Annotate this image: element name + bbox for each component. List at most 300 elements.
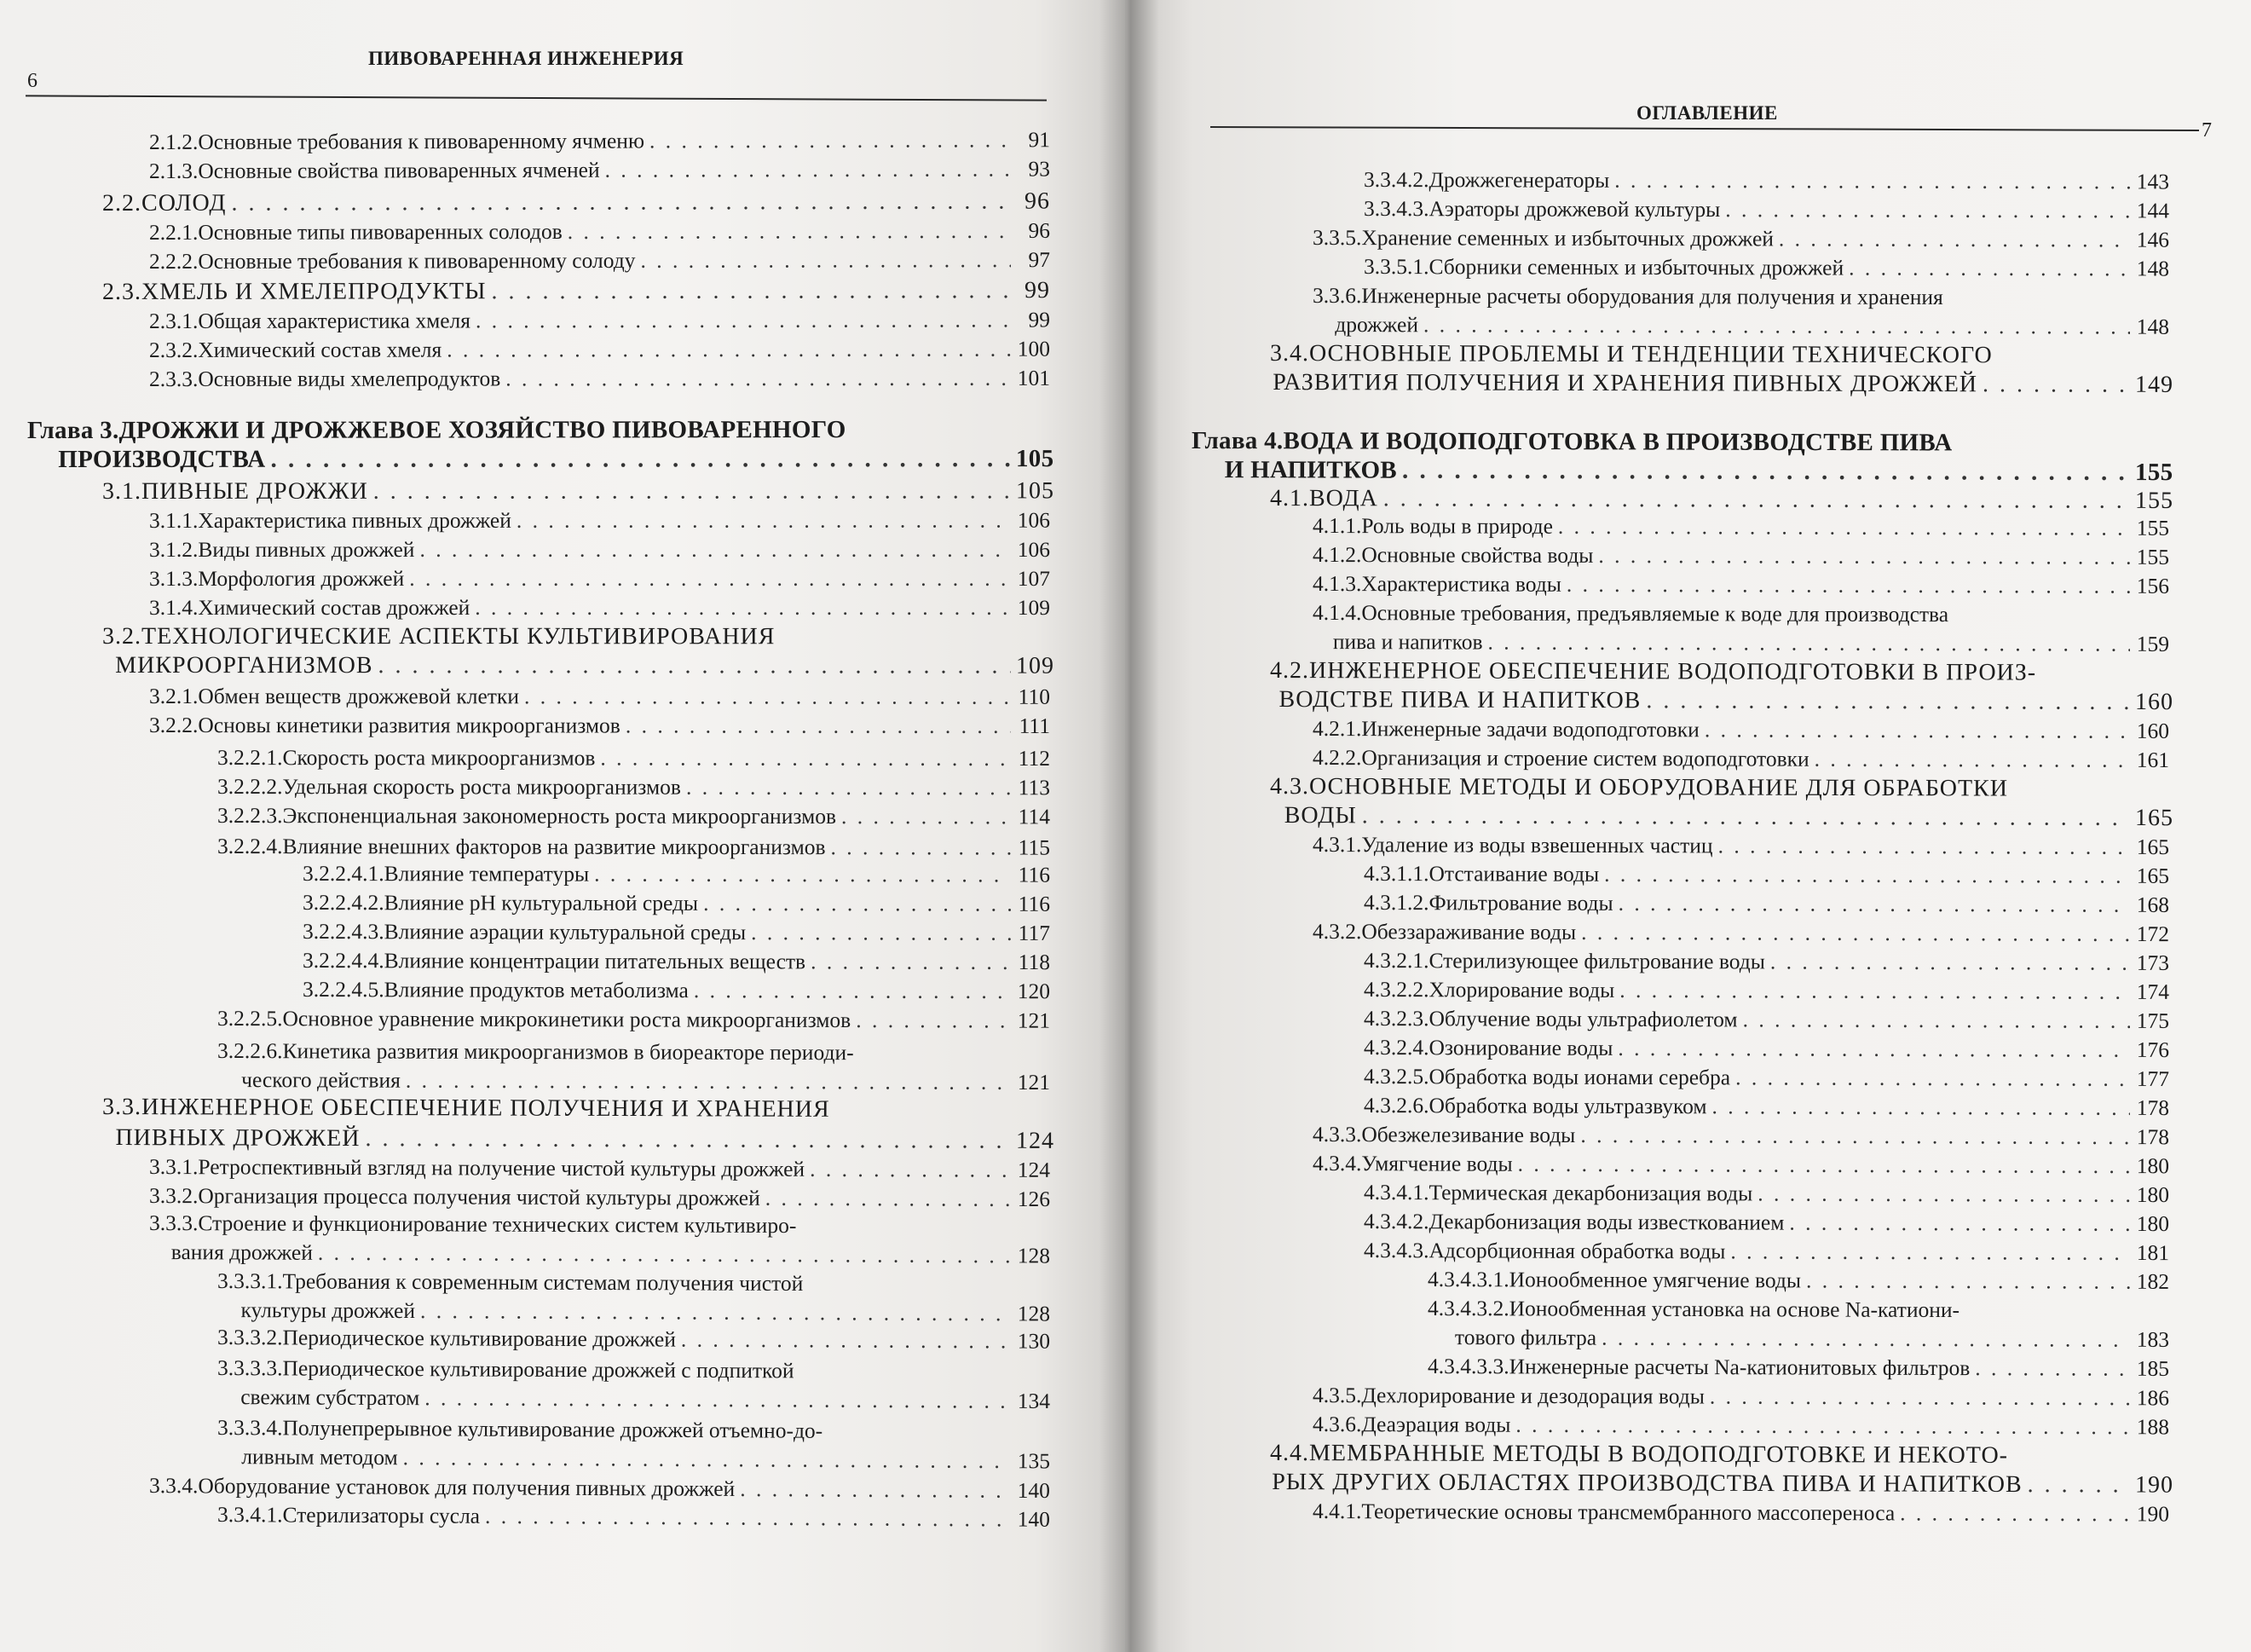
dot-leader xyxy=(517,506,1011,535)
toc-entry-page: 130 xyxy=(1017,1328,1051,1354)
toc-entry-number: 2.3.3. xyxy=(148,366,199,391)
toc-entry xyxy=(1364,1033,2169,1065)
toc-entry xyxy=(149,364,1050,394)
toc-entry-number: 4.1.4. xyxy=(1312,600,1362,626)
toc-entry-page: 121 xyxy=(1017,1008,1051,1033)
left-running-head: ПИВОВАРЕННАЯ ИНЖЕНЕРИЯ xyxy=(368,48,684,69)
toc-entry xyxy=(1313,627,2169,659)
dot-leader xyxy=(1558,512,2130,543)
toc-entry-number: 4.3.2.3. xyxy=(1363,1006,1429,1031)
toc-entry xyxy=(1364,1004,2169,1036)
toc-entry-page: 156 xyxy=(2136,573,2170,598)
toc-entry xyxy=(149,682,1050,712)
toc-entry xyxy=(1313,569,2169,601)
toc-entry-page: 178 xyxy=(2136,1124,2170,1150)
toc-entry xyxy=(1364,1207,2169,1239)
toc-entry-page: 148 xyxy=(2136,256,2170,281)
toc-entry xyxy=(1364,1091,2169,1123)
toc-entry-title: Инженерные задачи водоподготовки xyxy=(1361,716,1700,742)
toc-entry xyxy=(1364,1236,2169,1268)
toc-entry-title: Оборудование установок для получения пивных дрожжей xyxy=(198,1473,736,1501)
toc-entry xyxy=(217,1004,1050,1036)
toc-entry-title: Теоретические основы трансмембранного массопереноса xyxy=(1361,1499,1896,1526)
toc-entry-title: РАЗВИТИЯ ПОЛУЧЕНИЯ И ХРАНЕНИЯ ПИВНЫХ ДРОЖЖЕЙ xyxy=(1273,369,1978,398)
toc-entry-title: Обмен веществ дрожжевой клетки xyxy=(198,684,519,709)
dot-leader xyxy=(491,276,1011,306)
dot-leader xyxy=(1646,686,2130,717)
toc-entry-page: 172 xyxy=(2136,921,2170,947)
toc-entry-title: Основные требования к пивоваренному ячменю xyxy=(198,128,645,154)
toc-entry-number: 4.3.2.5. xyxy=(1363,1064,1429,1089)
toc-entry-number: 4.4. xyxy=(1269,1440,1310,1467)
toc-entry xyxy=(1192,426,2169,458)
dot-leader xyxy=(1725,195,2130,225)
toc-entry-number: 4.3.2.1. xyxy=(1363,948,1429,973)
toc-entry xyxy=(149,154,1050,186)
dot-leader xyxy=(1515,1411,2130,1441)
toc-entry-title: Химический состав дрожжей xyxy=(198,595,470,621)
toc-entry xyxy=(217,1066,1050,1097)
toc-entry-title: Влияние температуры xyxy=(384,861,590,887)
toc-entry-number: 3.2.2.6. xyxy=(216,1038,283,1064)
toc-entry-number: 3.4. xyxy=(1269,340,1310,367)
toc-entry xyxy=(149,305,1050,336)
toc-entry xyxy=(1270,772,2169,804)
toc-entry xyxy=(149,1209,1050,1241)
toc-entry xyxy=(1428,1265,2169,1297)
dot-leader xyxy=(1614,166,2130,197)
dot-leader xyxy=(1730,1237,2130,1268)
dot-leader xyxy=(1362,801,2130,833)
toc-entry-page: 111 xyxy=(1019,713,1051,738)
toc-entry xyxy=(149,1152,1050,1185)
toc-entry-title: Полунепрерывное культивирование дрожжей отъемно-до- xyxy=(282,1415,823,1443)
toc-entry-number: 3.3.3.2. xyxy=(216,1325,283,1350)
dot-leader xyxy=(841,802,1011,831)
left-page xyxy=(0,0,1125,1652)
toc-entry-title: Виды пивных дрожжей xyxy=(198,536,415,562)
toc-entry-title: Основные свойства воды xyxy=(1361,542,1594,568)
toc-entry-page: 128 xyxy=(1017,1301,1051,1326)
toc-entry xyxy=(303,917,1050,948)
toc-entry-title: Стерилизаторы сусла xyxy=(282,1502,481,1528)
dot-leader xyxy=(1619,976,2130,1007)
dot-leader xyxy=(1488,628,2131,659)
toc-entry-title: Периодическое культивирование дрожжей с подпиткой xyxy=(282,1355,794,1383)
dot-leader xyxy=(703,889,1011,919)
toc-entry xyxy=(1428,1323,2169,1355)
toc-entry xyxy=(1364,1062,2169,1094)
toc-entry-title: Основное уравнение микрокинетики роста микроорганизмов xyxy=(282,1006,851,1033)
toc-entry-number: Глава 3. xyxy=(26,416,119,444)
toc-entry-number: 3.3. xyxy=(101,1094,142,1121)
toc-entry xyxy=(1313,1149,2169,1181)
dot-leader xyxy=(373,477,1011,505)
toc-entry xyxy=(1313,598,2169,630)
toc-entry-title: Организация процесса получения чистой культуры дрожжей xyxy=(198,1183,760,1210)
dot-leader xyxy=(605,155,1011,185)
toc-entry-title: Влияние аэрации культуральной среды xyxy=(384,919,747,945)
toc-entry-number: 4.3.4. xyxy=(1312,1151,1362,1176)
dot-leader xyxy=(1758,1180,2130,1210)
toc-entry xyxy=(217,743,1050,773)
toc-entry xyxy=(217,1037,1050,1068)
toc-entry-title: И НАПИТКОВ xyxy=(1224,456,1398,484)
toc-entry-number: 3.1.1. xyxy=(148,507,199,533)
toc-entry-page: 155 xyxy=(2136,544,2170,569)
toc-entry-page: 180 xyxy=(2136,1153,2170,1179)
toc-entry-number: 3.2.2.4.5. xyxy=(302,977,384,1002)
toc-entry xyxy=(101,477,1055,506)
dot-leader xyxy=(1598,541,2130,572)
toc-entry-title: ВОДА И ВОДОПОДГОТОВКА В ПРОИЗВОДСТВЕ ПИВА xyxy=(1283,427,1953,457)
toc-entry-page: 175 xyxy=(2136,1008,2170,1033)
toc-entry-page: 128 xyxy=(1017,1243,1051,1268)
toc-entry-page: 182 xyxy=(2136,1268,2170,1294)
toc-entry xyxy=(217,1383,1050,1416)
toc-entry-page: 99 xyxy=(1024,277,1051,304)
toc-entry-title: Влияние концентрации питательных веществ xyxy=(384,948,806,974)
toc-entry-page: 155 xyxy=(2134,459,2173,487)
toc-entry-page: 114 xyxy=(1018,804,1051,829)
toc-entry-page: 160 xyxy=(2136,718,2170,743)
toc-entry-title: Строение и функционирование технических систем культивиро- xyxy=(198,1210,797,1239)
toc-entry-title: Фильтрование воды xyxy=(1429,890,1613,916)
toc-entry-number: 3.3.3.4. xyxy=(216,1415,283,1441)
toc-entry-page: 176 xyxy=(2136,1037,2170,1062)
toc-entry-title: Сборники семенных и избыточных дрожжей xyxy=(1429,254,1844,280)
toc-entry xyxy=(217,1323,1050,1356)
right-running-head: ОГЛАВЛЕНИЕ xyxy=(1636,102,1778,124)
toc-entry-title: Ионообменная установка на основе Na-катиони- xyxy=(1509,1296,1960,1323)
toc-entry-page: 112 xyxy=(1018,746,1051,771)
toc-entry-title: ПРОИЗВОДСТВА xyxy=(58,445,266,473)
toc-entry-title: Основные требования, предъявляемые к воде для производства xyxy=(1361,600,1949,627)
toc-entry-page: 106 xyxy=(1017,507,1051,533)
dot-leader xyxy=(765,1184,1011,1214)
toc-entry-number: 3.1. xyxy=(101,477,142,505)
toc-entry xyxy=(1313,917,2169,949)
toc-entry-number: 4.3.6. xyxy=(1312,1412,1362,1437)
toc-entry-page: 115 xyxy=(1018,835,1051,860)
toc-entry-title: Экспоненциальная закономерность роста микроорганизмов xyxy=(282,803,837,829)
toc-entry xyxy=(1313,1497,2169,1528)
dot-leader xyxy=(568,217,1011,246)
toc-entry-title: ДРОЖЖИ И ДРОЖЖЕВОЕ ХОЗЯЙСТВО ПИВОВАРЕННОГО xyxy=(118,416,846,444)
dot-leader xyxy=(424,1383,1011,1416)
toc-entry-title: Термическая декарбонизация воды xyxy=(1429,1180,1753,1206)
toc-entry-page: 118 xyxy=(1018,950,1051,975)
toc-entry-number: 3.2.2.4. xyxy=(216,834,283,859)
toc-entry-page: 181 xyxy=(2136,1239,2170,1266)
toc-entry-number: 2.1.2. xyxy=(148,129,199,154)
toc-entry-title: Основные свойства пивоваренных ячменей xyxy=(198,157,600,183)
toc-entry-number: 3.2.1. xyxy=(148,684,199,709)
left-header-rule xyxy=(26,95,1047,101)
toc-entry-title: Обеззараживание воды xyxy=(1361,919,1577,944)
toc-entry-title: Отстаивание воды xyxy=(1429,861,1600,887)
dot-leader xyxy=(318,1239,1011,1270)
dot-leader xyxy=(1383,484,2130,515)
toc-entry-number: 4.3.4.3.2. xyxy=(1427,1296,1509,1321)
toc-entry xyxy=(1270,1439,2169,1471)
toc-entry-page: 190 xyxy=(2136,1501,2170,1527)
toc-entry-number: 2.3. xyxy=(101,278,142,305)
toc-entry-page: 174 xyxy=(2136,979,2170,1004)
dot-leader xyxy=(1423,310,2130,341)
toc-entry-number: 4.2.2. xyxy=(1312,745,1362,771)
toc-entry xyxy=(303,975,1050,1006)
toc-entry-page: 105 xyxy=(1015,445,1054,473)
toc-entry-title: Кинетика развития микроорганизмов в биореакторе периоди- xyxy=(282,1038,854,1066)
dot-leader xyxy=(231,188,1011,218)
toc-entry-title: пива и напитков xyxy=(1332,629,1483,655)
toc-entry xyxy=(1270,368,2174,400)
toc-entry-page: 97 xyxy=(1028,247,1051,273)
toc-entry-number: 3.2.2.1. xyxy=(216,745,283,771)
toc-entry-page: 168 xyxy=(2136,892,2170,917)
toc-entry-page: 140 xyxy=(1017,1477,1051,1504)
toc-entry-title: ИНЖЕНЕРНОЕ ОБЕСПЕЧЕНИЕ ПОЛУЧЕНИЯ И ХРАНЕНИЯ xyxy=(141,1094,830,1123)
dot-leader xyxy=(1619,889,2130,920)
dot-leader xyxy=(1900,1499,2130,1528)
toc-entry xyxy=(102,188,1050,218)
toc-entry-number: 4.3.2. xyxy=(1312,919,1362,944)
toc-entry xyxy=(102,651,1055,681)
toc-entry xyxy=(149,335,1050,365)
dot-leader xyxy=(365,1124,1011,1156)
toc-entry-title: Характеристика пивных дрожжей xyxy=(198,507,511,533)
dot-leader xyxy=(1518,1150,2130,1181)
toc-entry-title: Периодическое культивирование дрожжей xyxy=(282,1325,677,1352)
toc-entry-page: 116 xyxy=(1018,891,1051,916)
right-page-number: 7 xyxy=(2202,119,2212,142)
dot-leader xyxy=(1705,715,2130,745)
toc-entry-number: 3.3.3.1. xyxy=(216,1268,283,1294)
dot-leader xyxy=(1567,570,2130,601)
toc-entry-title: Роль воды в природе xyxy=(1361,513,1553,539)
toc-entry-number: 3.3.4. xyxy=(148,1473,199,1499)
toc-entry-number: 2.2.1. xyxy=(148,219,199,245)
toc-entry xyxy=(303,859,1050,890)
toc-entry-number: 3.1.2. xyxy=(148,536,199,562)
toc-entry-number: 4.3.4.2. xyxy=(1363,1209,1429,1234)
toc-entry-page: 165 xyxy=(2136,834,2170,860)
toc-entry xyxy=(1313,743,2169,775)
toc-entry-page: 160 xyxy=(2134,688,2174,716)
toc-entry-number: 4.3.3. xyxy=(1312,1122,1362,1147)
toc-entry-page: 185 xyxy=(2136,1355,2170,1381)
toc-entry-page: 177 xyxy=(2136,1066,2170,1092)
toc-entry-number: 4.3.2.2. xyxy=(1363,977,1429,1002)
dot-leader xyxy=(406,1066,1011,1097)
toc-entry-number: 2.2.2. xyxy=(148,248,199,274)
toc-entry xyxy=(217,1413,1050,1447)
dot-leader xyxy=(1712,1092,2131,1123)
dot-leader xyxy=(378,651,1011,680)
toc-entry-number: 3.3.6. xyxy=(1312,283,1362,309)
toc-entry-page: 124 xyxy=(1015,1127,1055,1154)
toc-entry xyxy=(1313,281,2169,313)
toc-entry xyxy=(149,593,1050,622)
toc-entry-number: 4.4.1. xyxy=(1312,1499,1362,1524)
toc-entry-title: Дехлорирование и дезодорация воды xyxy=(1361,1383,1705,1409)
toc-entry xyxy=(1364,975,2169,1007)
toc-entry-page: 143 xyxy=(2136,169,2170,194)
toc-entry xyxy=(27,415,1050,445)
dot-leader xyxy=(831,833,1011,862)
toc-entry-title: МИКРООРГАНИЗМОВ xyxy=(115,652,373,679)
toc-entry xyxy=(217,801,1050,831)
toc-entry-number: 2.2. xyxy=(101,189,142,217)
toc-entry-title: ВОДЫ xyxy=(1284,802,1357,829)
toc-entry-page: 165 xyxy=(2136,863,2170,888)
toc-entry xyxy=(1270,685,2174,717)
toc-entry-number: 4.3.4.1. xyxy=(1363,1180,1429,1205)
toc-entry-page: 93 xyxy=(1028,156,1051,182)
toc-entry-number: 4.3.5. xyxy=(1312,1383,1362,1408)
toc-entry-page: 109 xyxy=(1015,652,1055,679)
toc-entry xyxy=(102,1123,1055,1156)
toc-entry xyxy=(303,888,1050,919)
toc-entry-number: 2.3.2. xyxy=(148,337,199,362)
toc-entry-title: Влияние pH культуральной среды xyxy=(384,890,699,916)
toc-entry xyxy=(149,711,1050,741)
toc-entry-number: 4.2.1. xyxy=(1312,716,1362,742)
toc-entry-title: культуры дрожжей xyxy=(240,1297,416,1324)
toc-entry xyxy=(1270,1468,2174,1500)
toc-entry-page: 180 xyxy=(2136,1181,2170,1208)
toc-entry-number: 3.1.3. xyxy=(148,565,199,591)
dot-leader xyxy=(524,682,1011,711)
toc-entry-title: ВОДА xyxy=(1308,485,1378,512)
toc-entry-title: РЫХ ДРУГИХ ОБЛАСТЯХ ПРОИЗВОДСТВА ПИВА И НАПИТКОВ xyxy=(1272,1469,2023,1499)
toc-entry-title: СОЛОД xyxy=(141,189,227,217)
toc-entry-page: 180 xyxy=(2136,1210,2170,1237)
toc-entry xyxy=(1313,511,2169,543)
toc-entry xyxy=(149,535,1050,564)
dot-leader xyxy=(485,1502,1011,1534)
toc-entry-page: 144 xyxy=(2136,198,2170,223)
toc-entry xyxy=(217,1354,1050,1387)
toc-entry-page: 135 xyxy=(1017,1448,1051,1474)
toc-entry xyxy=(149,564,1050,593)
toc-entry-number: 3.3.3.3. xyxy=(216,1355,283,1381)
dot-leader xyxy=(1849,254,2130,284)
toc-entry xyxy=(217,832,1050,863)
toc-entry-number: 4.2. xyxy=(1269,657,1310,684)
toc-entry xyxy=(1270,656,2169,688)
toc-entry xyxy=(149,1238,1050,1270)
toc-entry-number: 3.1.4. xyxy=(148,595,199,621)
toc-entry-page: 96 xyxy=(1024,188,1051,215)
toc-entry-number: 2.3.1. xyxy=(148,308,199,333)
dot-leader xyxy=(811,947,1011,977)
toc-entry-page: 178 xyxy=(2136,1095,2170,1121)
toc-entry-number: 3.2.2.5. xyxy=(216,1006,283,1031)
toc-entry-page: 113 xyxy=(1018,775,1051,800)
toc-entry xyxy=(1364,194,2169,225)
toc-entry-number: 4.1.2. xyxy=(1312,542,1362,568)
dot-leader xyxy=(1743,1005,2131,1035)
toc-entry-title: Основы кинетики развития микроорганизмов xyxy=(198,713,620,738)
toc-entry xyxy=(149,125,1050,157)
dot-leader xyxy=(270,444,1011,474)
toc-entry xyxy=(1270,339,2169,371)
toc-entry-page: 96 xyxy=(1028,217,1051,243)
toc-entry-page: 117 xyxy=(1018,920,1051,945)
right-header-rule xyxy=(1210,126,2199,131)
toc-entry-title: Озонирование воды xyxy=(1429,1035,1613,1060)
dot-leader xyxy=(1983,370,2130,399)
toc-entry-title: Скорость роста микроорганизмов xyxy=(282,745,596,771)
toc-entry xyxy=(1313,1381,2169,1412)
dot-leader xyxy=(1402,456,2130,487)
toc-entry-number: 3.3.4.1. xyxy=(216,1502,283,1528)
toc-entry-page: 165 xyxy=(2134,805,2174,832)
toc-entry-title: тового фильтра xyxy=(1454,1325,1597,1350)
dot-leader xyxy=(681,1326,1011,1356)
toc-entry-number: 4.3.2.4. xyxy=(1363,1035,1429,1060)
dot-leader xyxy=(475,593,1011,622)
toc-entry xyxy=(1364,888,2169,920)
toc-entry-title: Влияние продуктов метаболизма xyxy=(384,977,689,1003)
dot-leader xyxy=(640,245,1011,275)
toc-entry-page: 116 xyxy=(1018,862,1051,887)
toc-entry xyxy=(149,217,1050,247)
toc-entry-page: 149 xyxy=(2134,371,2174,398)
toc-entry-title: Обезжелезивание воды xyxy=(1361,1122,1576,1147)
toc-entry xyxy=(1364,1178,2169,1210)
dot-leader xyxy=(419,535,1011,564)
toc-entry-title: ОСНОВНЫЕ МЕТОДЫ И ОБОРУДОВАНИЕ ДЛЯ ОБРАБОТКИ xyxy=(1308,773,2009,802)
dot-leader xyxy=(1975,1354,2130,1383)
toc-entry-title: ПИВНЫХ ДРОЖЖЕЙ xyxy=(115,1124,361,1152)
toc-entry-title: Хранение семенных и избыточных дрожжей xyxy=(1361,225,1774,251)
toc-entry xyxy=(217,772,1050,802)
toc-entry-title: Характеристика воды xyxy=(1361,571,1561,597)
dot-leader xyxy=(740,1475,1011,1505)
toc-entry-number: 2.1.3. xyxy=(148,158,199,183)
toc-entry xyxy=(149,245,1050,276)
toc-entry-title: ливным методом xyxy=(241,1444,398,1470)
toc-entry-number: 4.1.3. xyxy=(1312,571,1362,597)
toc-entry-page: 106 xyxy=(1017,536,1051,562)
toc-entry-title: Облучение воды ультрафиолетом xyxy=(1429,1006,1738,1032)
dot-leader xyxy=(810,1155,1011,1185)
toc-entry-page: 107 xyxy=(1017,565,1051,591)
toc-entry-number: 3.2.2. xyxy=(148,713,199,738)
toc-entry xyxy=(1313,714,2169,746)
toc-entry-page: 100 xyxy=(1017,336,1051,361)
dot-leader xyxy=(403,1443,1012,1476)
toc-entry-page: 188 xyxy=(2136,1414,2170,1440)
toc-entry-page: 190 xyxy=(2134,1471,2174,1499)
toc-entry xyxy=(1364,165,2169,196)
dot-leader xyxy=(594,860,1011,890)
toc-entry-title: Организация и строение систем водоподготовки xyxy=(1361,745,1809,771)
toc-entry xyxy=(217,1442,1050,1476)
toc-entry-title: Инженерные расчеты Na-катионитовых фильтров xyxy=(1509,1354,1971,1381)
toc-entry-title: Основные виды хмелепродуктов xyxy=(198,366,501,391)
toc-entry-page: 186 xyxy=(2136,1385,2170,1411)
toc-entry-title: МЕМБРАННЫЕ МЕТОДЫ В ВОДОПОДГОТОВКЕ И НЕКОТО- xyxy=(1308,1440,2009,1469)
dot-leader xyxy=(476,305,1011,335)
dot-leader xyxy=(1779,224,2130,254)
dot-leader xyxy=(447,335,1011,365)
toc-entry-title: ОСНОВНЫЕ ПРОБЛЕМЫ И ТЕНДЕНЦИИ ТЕХНИЧЕСКОГО xyxy=(1308,340,1993,369)
toc-entry-number: 3.2.2.4.2. xyxy=(302,890,384,916)
